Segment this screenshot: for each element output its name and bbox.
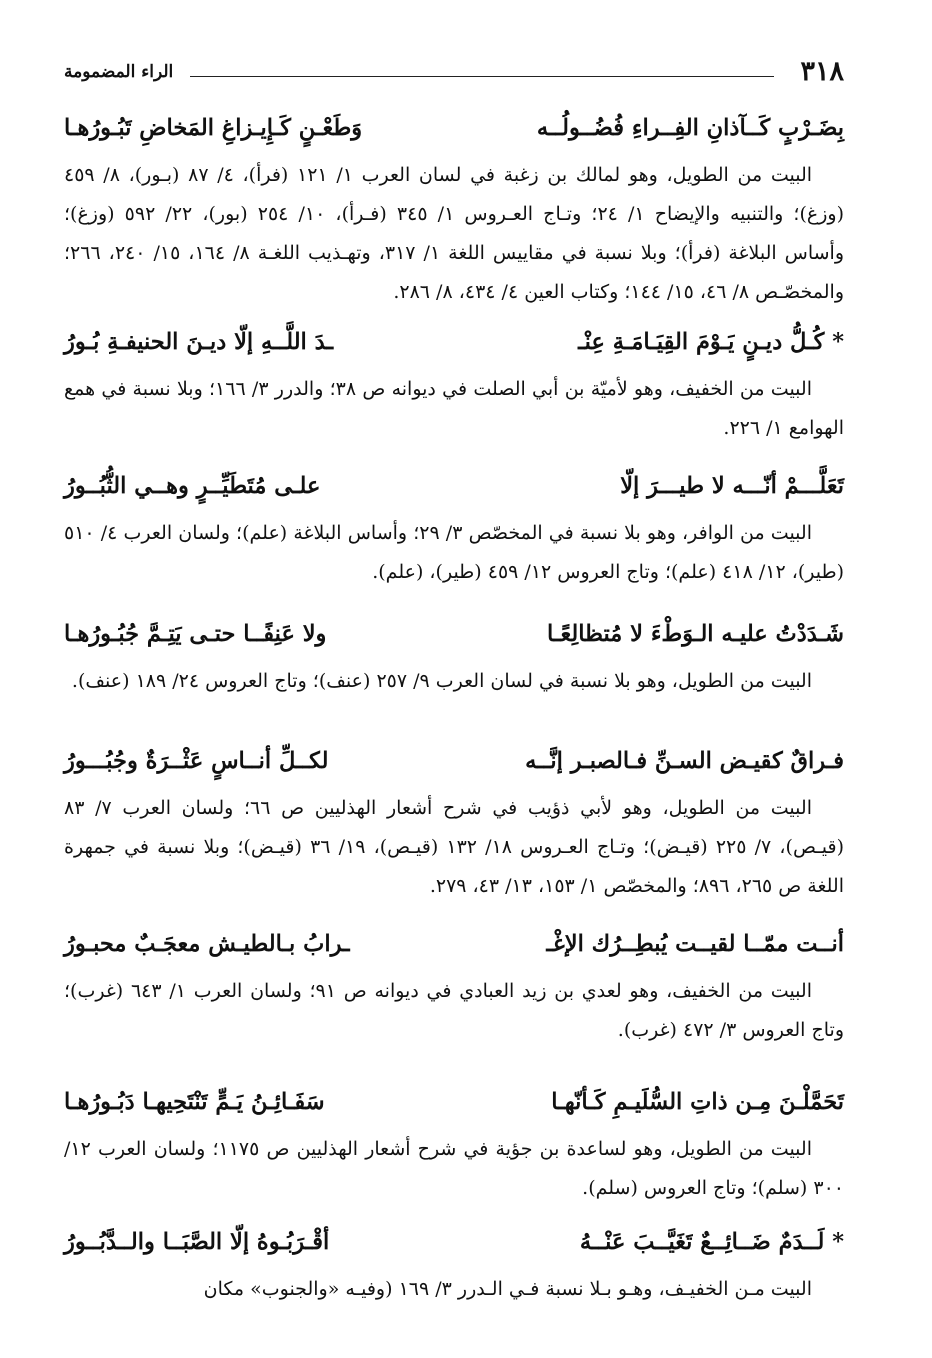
second-hemistich: لكــلِّ أنــاسٍ عَثْــرَةٌ وجُبُـــورُ (64, 748, 329, 774)
first-hemistich: بِضَـرْبٍ كَــآذانِ الفِــراءِ فُضُــولُــه (536, 115, 844, 141)
second-hemistich: ـرابُ بـالطيـش معجَـبٌ محبـورُ (64, 931, 350, 957)
page-number: ٣١٨ (800, 56, 844, 87)
second-hemistich: ـدَ اللَّــهِ إلّا ديـنَ الحنيفـةِ بُـورُ (64, 329, 334, 355)
verse-line (64, 922, 844, 966)
first-hemistich: تَعَلَّـــمْ أنّـــه لا طيـــرَ إلّا (620, 473, 844, 499)
second-hemistich: وَطَعْـنٍ كَـإِيـزاغِ المَخاضِ تَبُـورُهـا (64, 115, 363, 141)
first-hemistich: * لَــدَمٌ ضَــائِــعٌ تَغَيَّــبَ عَنْــهُ (579, 1229, 844, 1255)
verse-line (64, 739, 844, 783)
verse-note: البيت من الخفيف، وهو لعدي بن زيد العبادي في ديوانه ص ٩١؛ ولسان العرب ١/ ٦٤٣ (غرب)؛ وتاج العروس ٣/ ٤٧٢ (غرب). (64, 980, 844, 1041)
first-hemistich: فـراقٌ كقيـض السـنِّ فـالصبـر إنَّــه (525, 748, 844, 774)
verse-line (64, 464, 844, 508)
header-rule (190, 76, 774, 77)
verse-entries (64, 106, 844, 1309)
verse-line (64, 1220, 844, 1264)
verse-entry (64, 922, 844, 1050)
page-header (64, 52, 844, 92)
running-head: الراء المضمومة (64, 62, 174, 82)
verse-note: البيت مـن الخفيـف، وهـو بـلا نسبة فـي الـدرر ٣/ ١٦٩ (وفيـه «والجنوب» مكان (203, 1278, 812, 1300)
verse-entry (64, 1220, 844, 1309)
second-hemistich: سَفَـائِـنُ يَـمٍّ تَنْتَحِيهـا دَبُـورُهـا (64, 1089, 325, 1115)
first-hemistich: تَحَمَّلْـنَ مِـن ذاتِ السُّلَيـمِ كَـأنّهـا (551, 1089, 844, 1115)
verse-note: البيت من الطويل، وهو لأبي ذؤيب في شرح أشعار الهذليين ص ٦٦؛ ولسان العرب ٧/ ٨٣ (قيـص)، ٧/ ٢٢٥ (قيـض)؛ وتـاج العـروس ١٨/ ١٣٢ (قيـص)، ١٩/ ٣٦ (قيـض)؛ وبلا نسبة في جمهرة اللغة ص ٢٦٥، ٨٩٦؛ والمخصّص ١/ ١٥٣، ١٣/ ٤٣، ٢٧٩. (64, 797, 845, 897)
verse-entry (64, 464, 844, 592)
first-hemistich: أنــت ممّــا لقيــت يُبطِــرُك الإغْـ (546, 931, 844, 957)
verse-line (64, 320, 844, 364)
verse-entry (64, 106, 844, 312)
verse-entry (64, 739, 844, 906)
second-hemistich: أقْـرَبُـوهُ إلّا الصَّبَــا والــدَّبُــورُ (64, 1229, 330, 1255)
verse-entry (64, 612, 844, 701)
verse-line (64, 106, 844, 150)
verse-note: البيت من الطويل، وهو لمالك بن زغبة في لسان العرب ١/ ١٢١ (فرأ)، ٤/ ٨٧ (بـور)، ٨/ ٤٥٩ (وزغ)؛ والتنبيه والإيضاح ١/ ٢٤؛ وتـاج العـروس ١/ ٣٤٥ (فـرأ)، ١٠/ ٢٥٤ (بور)، ٢٢/ ٥٩٢ (وزغ)؛ وأساس البلاغة (فرأ)؛ وبلا نسبة في مقاييس اللغة ١/ ٣١٧، وتهـذيب اللغـة ٨/ ١٦٤، ١٥/ ٢٤٠، ٢٦٦؛ والمخصّـص ٨/ ٤٦، ١٥/ ١٤٤؛ وكتاب العين ٤/ ٤٣٤، ٨/ ٢٨٦. (64, 164, 845, 303)
first-hemistich: * كُـلُّ ديـنٍ يَـوْمَ القِيَـامَـةِ عِنْـ (578, 329, 844, 355)
verse-note: البيت من الطويل، وهو بلا نسبة في لسان العرب ٩/ ٢٥٧ (عنف)؛ وتاج العروس ٢٤/ ١٨٩ (عنف). (71, 670, 812, 692)
first-hemistich: شَـدَدْتُ عليـه الـوَطْءَ لا مُتظالِعًـا (547, 621, 844, 647)
verse-note: البيت من الوافر، وهو بلا نسبة في المخصّص ٣/ ٢٩؛ وأساس البلاغة (علم)؛ ولسان العرب ٤/ ٥١٠ (طير)، ١٢/ ٤١٨ (علم)؛ وتاج العروس ١٢/ ٤٥٩ (طير)، (علم). (64, 522, 844, 583)
second-hemistich: ولا عَنِفًــا حتـى يَتِـمَّ جُبُـورُهـا (64, 621, 327, 647)
second-hemistich: علـى مُتَطَيِّــرٍ وهــي الثُّبُــورُ (64, 473, 321, 499)
verse-line (64, 1080, 844, 1124)
verse-note: البيت من الخفيف، وهو لأميّة بن أبي الصلت في ديوانه ص ٣٨؛ والدرر ٣/ ١٦٦؛ وبلا نسبة في همع الهوامع ١/ ٢٢٦. (64, 378, 844, 439)
verse-entry (64, 1080, 844, 1208)
verse-note: البيت من الطويل، وهو لساعدة بن جؤية في شرح أشعار الهذليين ص ١١٧٥؛ ولسان العرب ١٢/ ٣٠٠ (سلم)؛ وتاج العروس (سلم). (64, 1138, 844, 1199)
verse-line (64, 612, 844, 656)
verse-entry (64, 320, 844, 448)
